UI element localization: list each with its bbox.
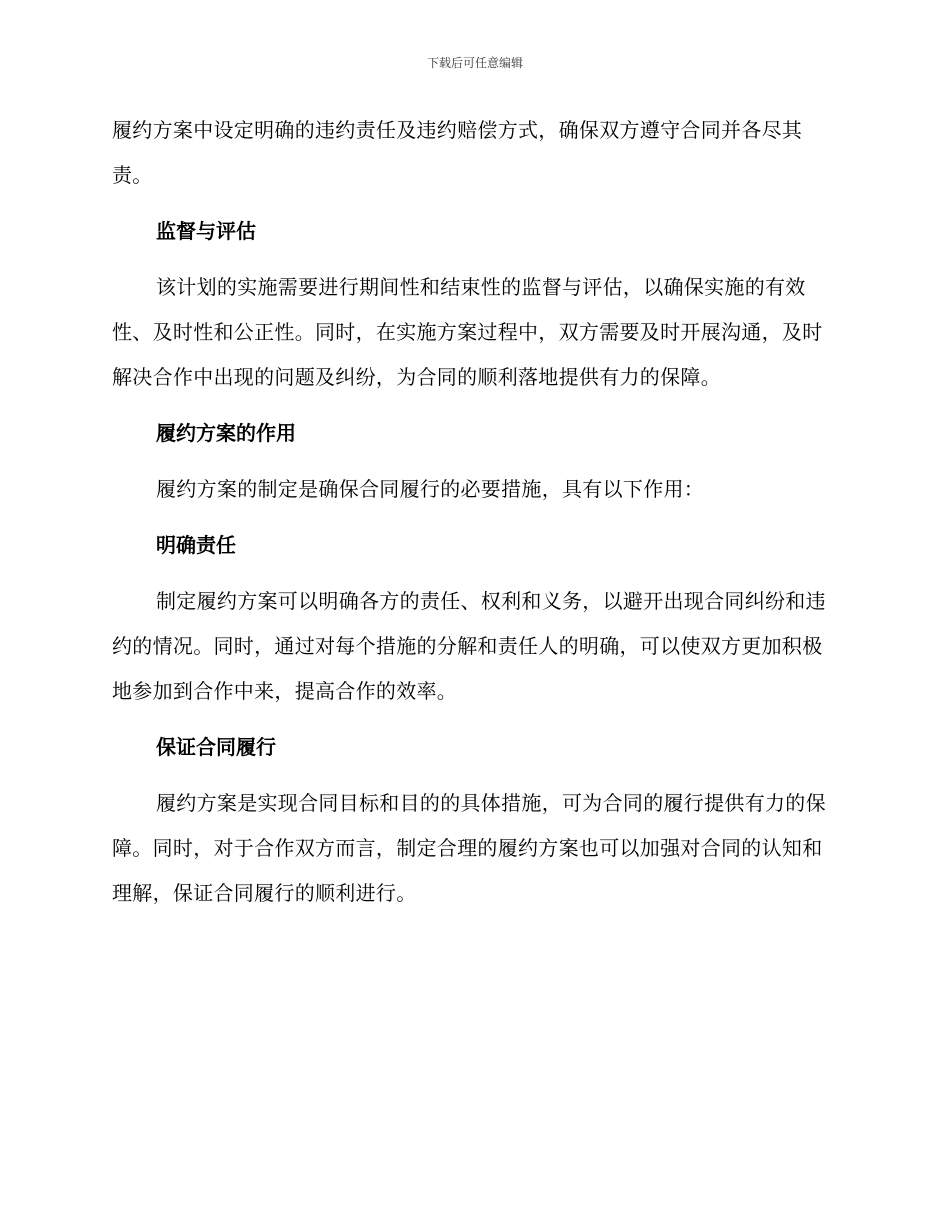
- page-header: 下载后可任意编辑: [426, 56, 523, 70]
- document-body: [112, 108, 830, 927]
- guarantee-paragraph: 履约方案是实现合同目标和目的的具体措施，可为合同的履行提供有力的保障。同时，对于合作双方而言，制定合理的履约方案也可以加强对合同的认知和理解，保证合同履行的顺利进行。: [112, 791, 826, 905]
- section-heading-responsibility: 明确责任: [156, 533, 236, 557]
- supervision-paragraph: 该计划的实施需要进行期间性和结束性的监督与评估，以确保实施的有效性、及时性和公正性。同时，在实施方案过程中，双方需要及时开展沟通，及时解决合作中出现的问题及纠纷，为合同的顺利落地提供有力的保障。: [112, 275, 823, 389]
- section-heading-guarantee: 保证合同履行: [156, 735, 276, 759]
- intro-paragraph: 履约方案中设定明确的违约责任及违约赔偿方式，确保双方遵守合同并各尽其责。: [112, 118, 803, 187]
- responsibility-paragraph: 制定履约方案可以明确各方的责任、权利和义务，以避开出现合同纠纷和违约的情况。同时，通过对每个措施的分解和责任人的明确，可以使双方更加积极地参加到合作中来，提高合作的效率。: [112, 589, 826, 703]
- section-heading-role: 履约方案的作用: [156, 421, 296, 445]
- role-paragraph: 履约方案的制定是确保合同履行的必要措施，具有以下作用：: [156, 477, 705, 501]
- section-heading-supervision: 监督与评估: [156, 219, 256, 243]
